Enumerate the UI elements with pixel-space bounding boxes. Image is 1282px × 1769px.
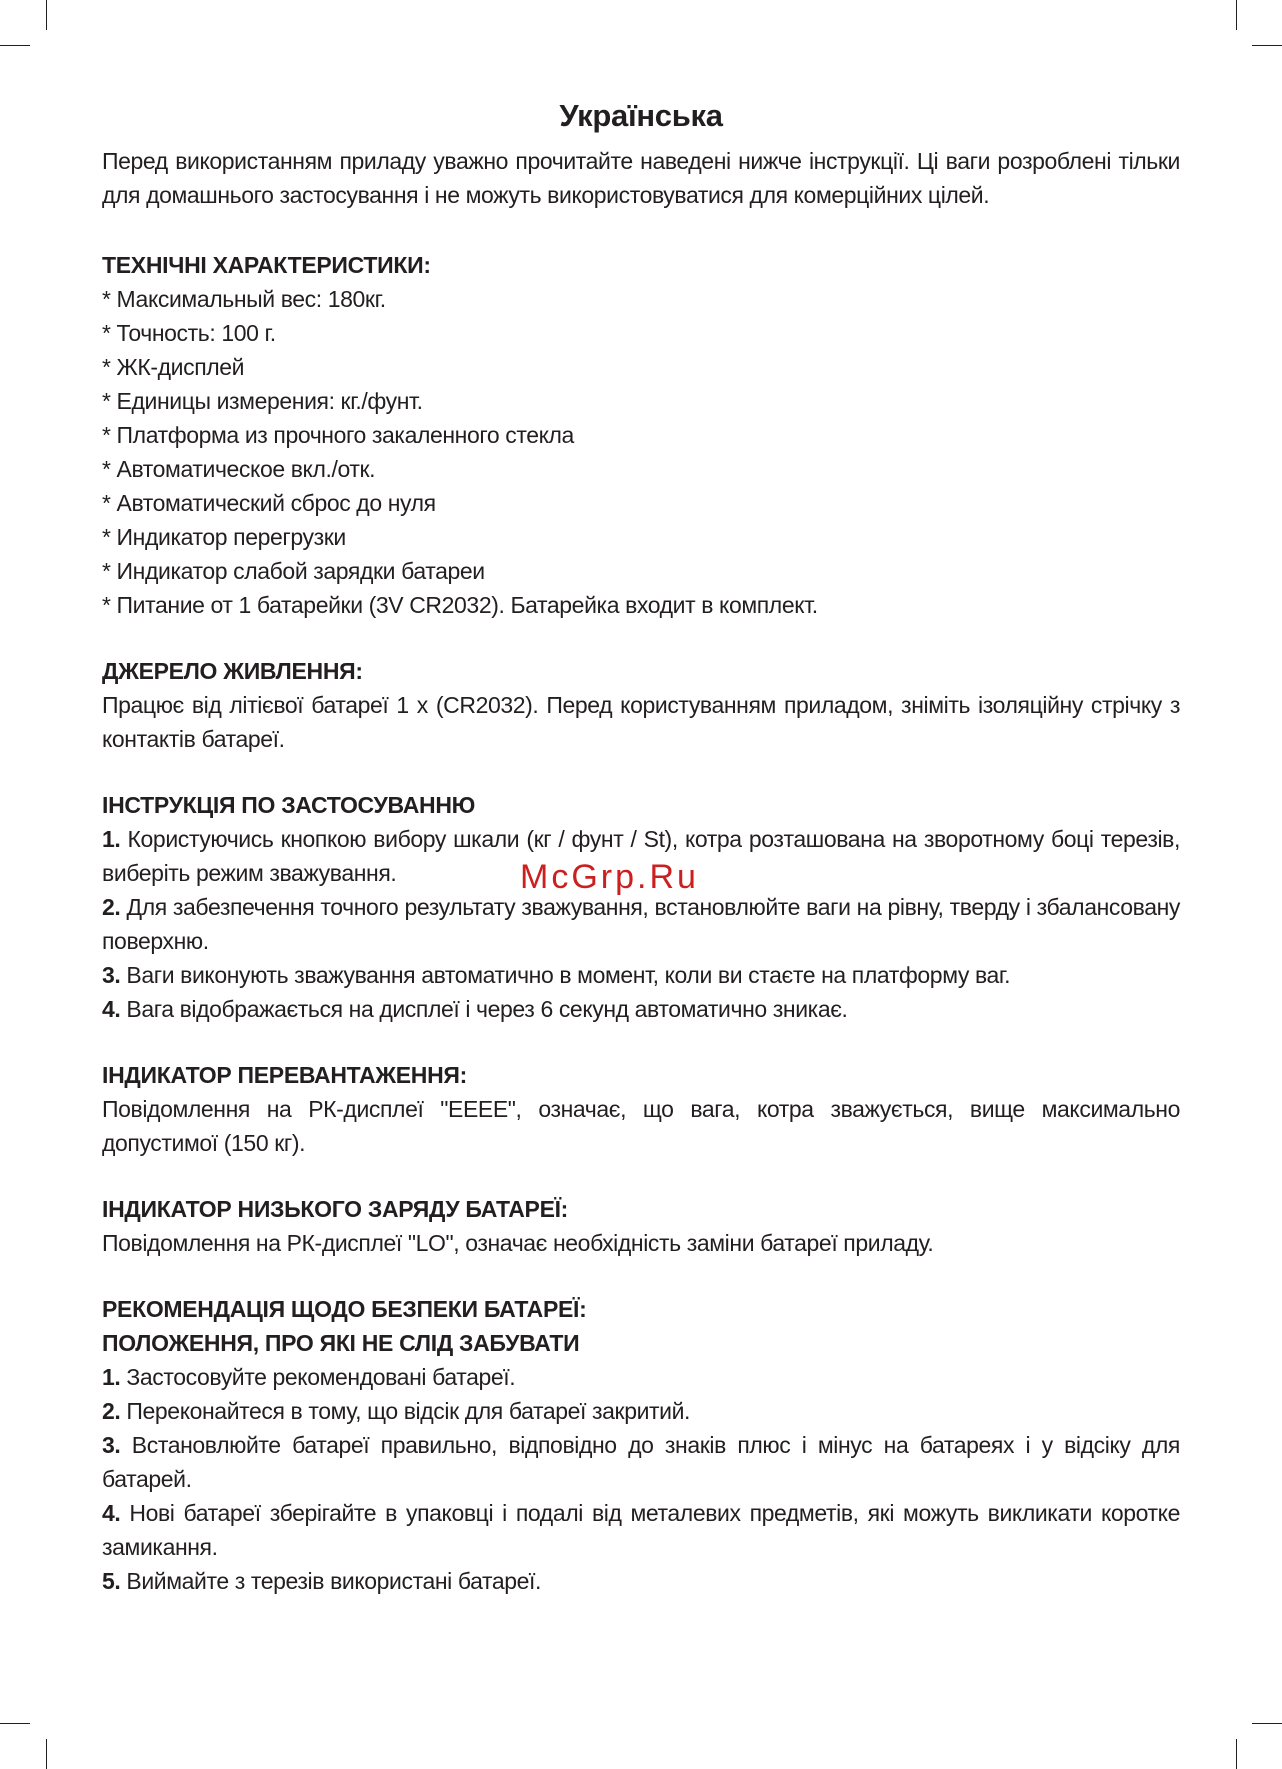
item-text: Ваги виконують зважування автоматично в момент, коли ви стаєте на платформу ваг. xyxy=(126,962,1011,988)
safety-section xyxy=(102,1292,1180,1598)
crop-mark xyxy=(1236,0,1237,30)
overload-heading: ІНДИКАТОР ПЕРЕВАНТАЖЕННЯ: xyxy=(102,1062,468,1088)
low-battery-section xyxy=(102,1192,1180,1260)
safety-item xyxy=(102,1394,1180,1428)
low-battery-heading: ІНДИКАТОР НИЗЬКОГО ЗАРЯДУ БАТАРЕЇ: xyxy=(102,1196,569,1222)
usage-list xyxy=(102,822,1180,1026)
intro-paragraph: Перед використанням приладу уважно прочитайте наведені нижче інструкції. Ці ваги розроблені тільки для домашнього застосування і не можуть використовуватися для комерційних цілей. xyxy=(102,148,1180,208)
item-text: Застосовуйте рекомендовані батареї. xyxy=(126,1364,516,1390)
item-number: 3. xyxy=(102,962,121,988)
item-text: Для забезпечення точного результату зважування, встановлюйте ваги на рівну, тверду і збалансовану поверхню. xyxy=(102,894,1180,954)
item-text: Вага відображається на дисплеї і через 6 секунд автоматично зникає. xyxy=(126,996,848,1022)
page-title: Українська xyxy=(559,98,723,133)
crop-mark xyxy=(46,1739,47,1769)
spec-item: * Единицы измерения: кг./фунт. xyxy=(102,388,423,414)
item-number: 2. xyxy=(102,894,121,920)
item-text: Користуючись кнопкою вибору шкали (кг / фунт / St), котра розташована на зворотному боці терезів, виберіть режим зважування. xyxy=(102,826,1180,886)
crop-mark xyxy=(0,1723,30,1724)
power-heading: ДЖЕРЕЛО ЖИВЛЕННЯ: xyxy=(102,658,363,684)
item-number: 4. xyxy=(102,1500,121,1526)
crop-mark xyxy=(0,45,30,46)
crop-mark xyxy=(1252,1723,1282,1724)
document-page xyxy=(102,98,1180,1598)
safety-heading: РЕКОМЕНДАЦІЯ ЩОДО БЕЗПЕКИ БАТАРЕЇ: xyxy=(102,1296,587,1322)
specs-section xyxy=(102,248,1180,622)
spec-item: * Максимальный вес: 180кг. xyxy=(102,286,386,312)
power-section xyxy=(102,654,1180,756)
safety-subheading: ПОЛОЖЕННЯ, ПРО ЯКІ НЕ СЛІД ЗАБУВАТИ xyxy=(102,1330,580,1356)
crop-mark xyxy=(1252,45,1282,46)
usage-heading: ІНСТРУКЦІЯ ПО ЗАСТОСУВАННЮ xyxy=(102,792,476,818)
usage-section xyxy=(102,788,1180,1026)
safety-list xyxy=(102,1360,1180,1598)
item-text: Нові батареї зберігайте в упаковці і подалі від металевих предметів, які можуть викликати коротке замикання. xyxy=(102,1500,1180,1560)
spec-item: * Индикатор слабой зарядки батареи xyxy=(102,558,485,584)
safety-item xyxy=(102,1360,1180,1394)
item-number: 5. xyxy=(102,1568,121,1594)
item-number: 1. xyxy=(102,826,121,852)
watermark-logo: McGrp.Ru xyxy=(520,858,699,896)
safety-item xyxy=(102,1564,1180,1598)
crop-mark xyxy=(46,0,47,30)
spec-item: * ЖК-дисплей xyxy=(102,354,245,380)
item-text: Встановлюйте батареї правильно, відповідно до знаків плюс і мінус на батареях і у відсіку для батарей. xyxy=(102,1432,1180,1492)
spec-item: * Автоматическое вкл./отк. xyxy=(102,456,376,482)
low-battery-text: Повідомлення на РК-дисплеї "LO", означає необхідність заміни батареї приладу. xyxy=(102,1230,934,1256)
specs-list xyxy=(102,282,1180,622)
overload-text: Повідомлення на РК-дисплеї "EEEE", означає, що вага, котра зважується, вище максимально допустимої (150 кг). xyxy=(102,1096,1180,1156)
power-text: Працює від літієвої батареї 1 x (CR2032). Перед користуванням приладом, зніміть ізоляційну стрічку з контактів батареї. xyxy=(102,692,1180,752)
usage-item xyxy=(102,992,1180,1026)
item-number: 3. xyxy=(102,1432,121,1458)
spec-item: * Питание от 1 батарейки (3V CR2032). Батарейка входит в комплект. xyxy=(102,592,818,618)
item-number: 2. xyxy=(102,1398,121,1424)
item-number: 4. xyxy=(102,996,121,1022)
overload-section xyxy=(102,1058,1180,1160)
item-text: Виймайте з терезів використані батареї. xyxy=(126,1568,542,1594)
spec-item: * Точность: 100 г. xyxy=(102,320,276,346)
spec-item: * Платформа из прочного закаленного стекла xyxy=(102,422,574,448)
safety-item xyxy=(102,1496,1180,1564)
specs-heading: ТЕХНІЧНІ ХАРАКТЕРИСТИКИ: xyxy=(102,252,431,278)
spec-item: * Автоматический сброс до нуля xyxy=(102,490,436,516)
crop-mark xyxy=(1236,1739,1237,1769)
item-number: 1. xyxy=(102,1364,121,1390)
safety-item xyxy=(102,1428,1180,1496)
item-text: Переконайтеся в тому, що відсік для батареї закритий. xyxy=(126,1398,691,1424)
usage-item xyxy=(102,958,1180,992)
spec-item: * Индикатор перегрузки xyxy=(102,524,346,550)
usage-item xyxy=(102,890,1180,958)
